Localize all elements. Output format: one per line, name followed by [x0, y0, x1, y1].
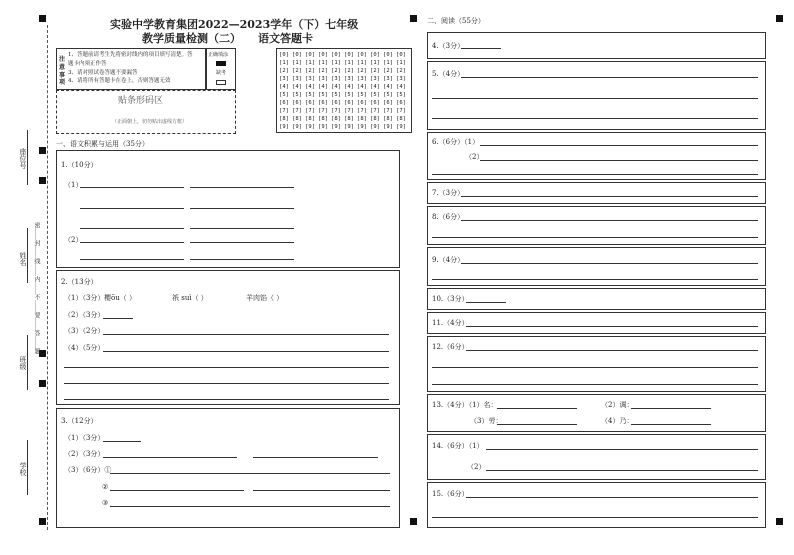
q11-label: 11.（4分） — [432, 319, 469, 327]
id-bubble[interactable]: [0] — [331, 52, 341, 58]
question-5-box — [427, 61, 766, 130]
absent-label: 缺考 — [216, 70, 227, 76]
answer-line[interactable] — [253, 457, 378, 458]
id-bubble[interactable]: [7] — [396, 108, 406, 114]
q13-part2: （2）调： — [601, 401, 634, 409]
q13-label: 13.（4分）（1）名： — [432, 401, 498, 409]
name-line — [27, 228, 28, 283]
q1-label: 1.（10分） — [61, 161, 98, 169]
answer-line[interactable] — [631, 424, 711, 425]
answer-line[interactable] — [432, 367, 758, 368]
answer-line[interactable] — [466, 302, 506, 303]
q3-part1: （1）（3分） — [64, 434, 105, 442]
answer-line[interactable] — [432, 384, 758, 385]
q2-part1: （1）（3分） — [64, 294, 105, 302]
section1-title: 一、语文积累与运用（35分） — [56, 140, 149, 148]
q2-part2: （2）（3分） — [64, 311, 105, 319]
answer-line[interactable] — [631, 408, 711, 409]
seal-line — [47, 25, 48, 530]
answer-line[interactable] — [190, 259, 294, 260]
answer-line[interactable] — [461, 77, 758, 78]
id-bubble[interactable]: [0] — [370, 52, 380, 58]
timing-mark — [410, 518, 417, 525]
id-bubble[interactable]: [2] — [305, 68, 315, 74]
id-bubble[interactable]: [5] — [331, 92, 341, 98]
id-bubble[interactable]: [6] — [331, 100, 341, 106]
id-bubble[interactable]: [5] — [305, 92, 315, 98]
timing-mark — [39, 518, 46, 525]
id-bubble[interactable]: [3] — [279, 76, 289, 82]
answer-line[interactable] — [64, 399, 389, 400]
id-bubble[interactable]: [9] — [396, 124, 406, 130]
id-bubble[interactable]: [4] — [357, 84, 367, 90]
id-bubble[interactable]: [7] — [331, 108, 341, 114]
id-bubble[interactable]: [6] — [370, 100, 380, 106]
answer-line[interactable] — [466, 326, 758, 327]
answer-line[interactable] — [110, 473, 390, 474]
id-bubble[interactable]: [1] — [357, 60, 367, 66]
answer-line[interactable] — [190, 242, 294, 243]
q13-part3: （3）劳： — [470, 417, 503, 425]
id-bubble[interactable]: [3] — [305, 76, 315, 82]
answer-line[interactable] — [103, 351, 389, 352]
answer-line[interactable] — [432, 98, 758, 99]
id-bubble[interactable]: [5] — [279, 92, 289, 98]
class-label: 班级 — [19, 356, 27, 370]
q2-part4: （4）（5分） — [64, 344, 105, 352]
id-bubble[interactable]: [7] — [292, 108, 302, 114]
q6-label: 6.（6分）（1） — [432, 138, 480, 146]
timing-mark — [39, 15, 46, 22]
q3-part3: （3）（6分）① — [64, 466, 112, 474]
id-bubble[interactable]: [4] — [344, 84, 354, 90]
answer-line[interactable] — [432, 237, 758, 238]
id-bubble[interactable]: [4] — [370, 84, 380, 90]
id-bubble[interactable]: [8] — [383, 116, 393, 122]
notice-line: 4、请将所有答题卡在卷上，否则答题无效 — [68, 78, 171, 84]
id-bubble[interactable]: [5] — [370, 92, 380, 98]
id-bubble[interactable]: [4] — [383, 84, 393, 90]
id-bubble[interactable]: [1] — [396, 60, 406, 66]
id-bubble[interactable]: [8] — [357, 116, 367, 122]
section2-title: 二、阅读（55分） — [427, 17, 485, 25]
id-bubble[interactable]: [3] — [331, 76, 341, 82]
id-bubble[interactable]: [1] — [370, 60, 380, 66]
question-9-box — [427, 247, 766, 286]
id-bubble[interactable]: [9] — [292, 124, 302, 130]
answer-line[interactable] — [497, 424, 577, 425]
notice-line: 3、请对照试卷答题不要漏答 — [68, 70, 138, 76]
q14-label: 14.（6分）（1） — [432, 442, 484, 450]
answer-line[interactable] — [103, 441, 141, 442]
answer-line[interactable] — [466, 350, 758, 351]
question-14-box — [427, 434, 766, 480]
question-13-box — [427, 394, 766, 432]
question-7-box — [427, 182, 766, 204]
id-bubble[interactable]: [3] — [344, 76, 354, 82]
id-bubble[interactable]: [7] — [370, 108, 380, 114]
id-bubble[interactable]: [1] — [383, 60, 393, 66]
id-bubble[interactable]: [9] — [344, 124, 354, 130]
page-subtitle-card: 语文答题卡 — [258, 32, 313, 45]
timing-mark — [39, 380, 46, 387]
question-15-box — [427, 482, 766, 528]
answer-line[interactable] — [432, 118, 758, 119]
id-bubble[interactable]: [3] — [318, 76, 328, 82]
seal-warning: 密……封……线……内……不……要……答……题 — [33, 222, 40, 354]
answer-line[interactable] — [253, 490, 390, 491]
q3-label: 3.（12分） — [61, 417, 98, 425]
answer-line[interactable] — [190, 228, 294, 229]
barcode-label: 贴条形码区 — [118, 96, 164, 106]
q1-part1: （1） — [64, 181, 83, 189]
answer-line[interactable] — [80, 259, 184, 260]
id-bubble[interactable]: [6] — [292, 100, 302, 106]
question-8-box — [427, 206, 766, 245]
id-bubble[interactable]: [9] — [383, 124, 393, 130]
answer-line[interactable] — [64, 383, 389, 384]
id-bubble[interactable]: [0] — [344, 52, 354, 58]
q2-part3: （3）（2分） — [64, 327, 105, 335]
notice-label: 注意事项 — [59, 56, 66, 87]
timing-mark — [39, 147, 46, 154]
seat-number-line — [27, 130, 28, 185]
q5-label: 5.（4分） — [432, 70, 465, 78]
answer-line[interactable] — [80, 228, 184, 229]
answer-line[interactable] — [110, 490, 244, 491]
answer-line[interactable] — [64, 367, 389, 368]
id-bubble[interactable]: [2] — [292, 68, 302, 74]
q3-part2: （2）（3分） — [64, 450, 105, 458]
id-bubble[interactable]: [7] — [357, 108, 367, 114]
answer-line[interactable] — [103, 457, 237, 458]
answer-line[interactable] — [190, 208, 294, 209]
id-bubble[interactable]: [3] — [292, 76, 302, 82]
id-bubble[interactable]: [1] — [344, 60, 354, 66]
id-bubble[interactable]: [2] — [318, 68, 328, 74]
id-bubble[interactable]: [9] — [331, 124, 341, 130]
seat-number-label: 座位号 — [19, 148, 27, 169]
id-bubble[interactable]: [6] — [396, 100, 406, 106]
q15-label: 15.（6分） — [432, 490, 469, 498]
q2-word-a: 樱ōu（ ） — [104, 294, 136, 302]
filled-example — [216, 61, 226, 66]
id-bubble[interactable]: [8] — [318, 116, 328, 122]
timing-mark — [39, 177, 46, 184]
answer-line[interactable] — [80, 242, 184, 243]
id-bubble[interactable]: [8] — [305, 116, 315, 122]
id-bubble[interactable]: [4] — [318, 84, 328, 90]
id-bubble[interactable]: [8] — [331, 116, 341, 122]
id-bubble[interactable]: [4] — [279, 84, 289, 90]
id-bubble[interactable]: [9] — [305, 124, 315, 130]
question-11-box — [427, 312, 766, 334]
id-bubble[interactable]: [7] — [344, 108, 354, 114]
answer-line[interactable] — [461, 196, 758, 197]
class-line — [27, 335, 28, 390]
id-bubble[interactable]: [0] — [357, 52, 367, 58]
id-bubble[interactable]: [0] — [279, 52, 289, 58]
answer-line[interactable] — [486, 470, 758, 471]
id-bubble[interactable]: [2] — [370, 68, 380, 74]
id-bubble[interactable]: [1] — [331, 60, 341, 66]
answer-line[interactable] — [480, 145, 758, 146]
q2-word-c: 羊肉馅（ ） — [246, 294, 284, 302]
school-line — [27, 440, 28, 495]
answer-line[interactable] — [110, 506, 390, 507]
id-bubble[interactable]: [2] — [279, 68, 289, 74]
answer-line[interactable] — [432, 279, 758, 280]
q6-part2: （2） — [465, 153, 484, 161]
timing-mark — [776, 518, 783, 525]
q2-label: 2.（13分） — [61, 278, 98, 286]
id-bubble[interactable]: [6] — [279, 100, 289, 106]
id-bubble[interactable]: [9] — [318, 124, 328, 130]
id-bubble[interactable]: [6] — [305, 100, 315, 106]
id-bubble[interactable]: [8] — [370, 116, 380, 122]
q9-label: 9.（4分） — [432, 256, 465, 264]
answer-line[interactable] — [103, 318, 133, 319]
id-bubble[interactable]: [1] — [305, 60, 315, 66]
id-bubble[interactable]: [1] — [292, 60, 302, 66]
question-4-box — [427, 32, 766, 59]
answer-line[interactable] — [432, 517, 758, 518]
answer-line[interactable] — [80, 187, 184, 188]
q3-circle2: ② — [102, 483, 109, 491]
question-10-box — [427, 288, 766, 310]
id-bubble[interactable]: [0] — [396, 52, 406, 58]
answer-line[interactable] — [466, 497, 758, 498]
id-bubble[interactable]: [5] — [344, 92, 354, 98]
school-label: 学校 — [19, 462, 27, 476]
id-bubble[interactable]: [0] — [318, 52, 328, 58]
id-bubble[interactable]: [6] — [357, 100, 367, 106]
id-bubble[interactable]: [5] — [383, 92, 393, 98]
id-bubble[interactable]: [4] — [305, 84, 315, 90]
q1-part2: （2） — [64, 236, 83, 244]
id-bubble[interactable]: [5] — [292, 92, 302, 98]
id-bubble[interactable]: [9] — [357, 124, 367, 130]
id-bubble[interactable]: [7] — [305, 108, 315, 114]
answer-line[interactable] — [486, 449, 758, 450]
q10-label: 10.（3分） — [432, 295, 469, 303]
id-bubble[interactable]: [6] — [344, 100, 354, 106]
q4-label: 4.（3分） — [432, 42, 465, 50]
id-bubble[interactable]: [4] — [396, 84, 406, 90]
id-bubble[interactable]: [3] — [396, 76, 406, 82]
id-bubble[interactable]: [4] — [292, 84, 302, 90]
answer-line[interactable] — [103, 334, 389, 335]
name-label: 姓名 — [19, 252, 27, 266]
id-bubble[interactable]: [6] — [383, 100, 393, 106]
id-bubble[interactable]: [5] — [357, 92, 367, 98]
id-bubble[interactable]: [0] — [305, 52, 315, 58]
id-bubble[interactable]: [7] — [279, 108, 289, 114]
question-2-box — [56, 270, 400, 405]
id-bubble[interactable]: [8] — [292, 116, 302, 122]
barcode-hint: （正面朝上，切勿贴出虚线方框） — [112, 119, 188, 125]
q7-label: 7.（3分） — [432, 189, 465, 197]
id-bubble[interactable]: [0] — [383, 52, 393, 58]
id-bubble[interactable]: [3] — [370, 76, 380, 82]
page-title: 实验中学教育集团2022—2023学年（下）七年级 — [110, 18, 359, 31]
q8-label: 8.（6分） — [432, 213, 465, 221]
id-bubble[interactable]: [0] — [292, 52, 302, 58]
answer-line[interactable] — [432, 174, 758, 175]
id-bubble[interactable]: [2] — [396, 68, 406, 74]
answer-line[interactable] — [461, 48, 501, 49]
notice-line: 1、答题前请考生先将密封线内的项目填写清楚。答 — [68, 52, 193, 58]
id-bubble[interactable]: [8] — [279, 116, 289, 122]
id-bubble[interactable]: [3] — [383, 76, 393, 82]
absent-checkbox[interactable] — [216, 80, 226, 85]
id-bubble[interactable]: [2] — [357, 68, 367, 74]
answer-line[interactable] — [461, 220, 758, 221]
notice-line: 题卡内须正作答 — [68, 61, 107, 67]
id-bubble[interactable]: [7] — [318, 108, 328, 114]
page-subtitle: 教学质量检测（二） — [142, 32, 241, 45]
q14-part2: （2） — [467, 463, 486, 471]
id-bubble[interactable]: [5] — [396, 92, 406, 98]
q13-part4: （4）乃： — [601, 417, 634, 425]
id-bubble[interactable]: [8] — [344, 116, 354, 122]
id-bubble[interactable]: [3] — [357, 76, 367, 82]
id-bubble[interactable]: [8] — [396, 116, 406, 122]
q12-label: 12.（6分） — [432, 343, 469, 351]
id-bubble[interactable]: [4] — [331, 84, 341, 90]
id-bubble[interactable]: [7] — [383, 108, 393, 114]
answer-line[interactable] — [480, 160, 758, 161]
fill-example-label: 正确填涂 — [208, 52, 229, 58]
q3-circle3: ③ — [102, 499, 109, 507]
id-bubble[interactable]: [5] — [318, 92, 328, 98]
answer-line[interactable] — [190, 187, 294, 188]
id-bubble[interactable]: [9] — [279, 124, 289, 130]
id-bubble[interactable]: [2] — [344, 68, 354, 74]
exam-id-bubbles[interactable] — [279, 51, 406, 131]
id-bubble[interactable]: [9] — [370, 124, 380, 130]
answer-line[interactable] — [80, 208, 184, 209]
id-bubble[interactable]: [2] — [331, 68, 341, 74]
id-bubble[interactable]: [2] — [383, 68, 393, 74]
answer-line[interactable] — [461, 263, 758, 264]
timing-mark — [776, 15, 783, 22]
answer-line[interactable] — [497, 408, 577, 409]
timing-mark — [410, 15, 417, 22]
id-bubble[interactable]: [1] — [318, 60, 328, 66]
id-bubble[interactable]: [6] — [318, 100, 328, 106]
question-1-box — [56, 150, 400, 268]
id-bubble[interactable]: [1] — [279, 60, 289, 66]
q2-word-b: 祇 suì（ ） — [172, 294, 208, 302]
